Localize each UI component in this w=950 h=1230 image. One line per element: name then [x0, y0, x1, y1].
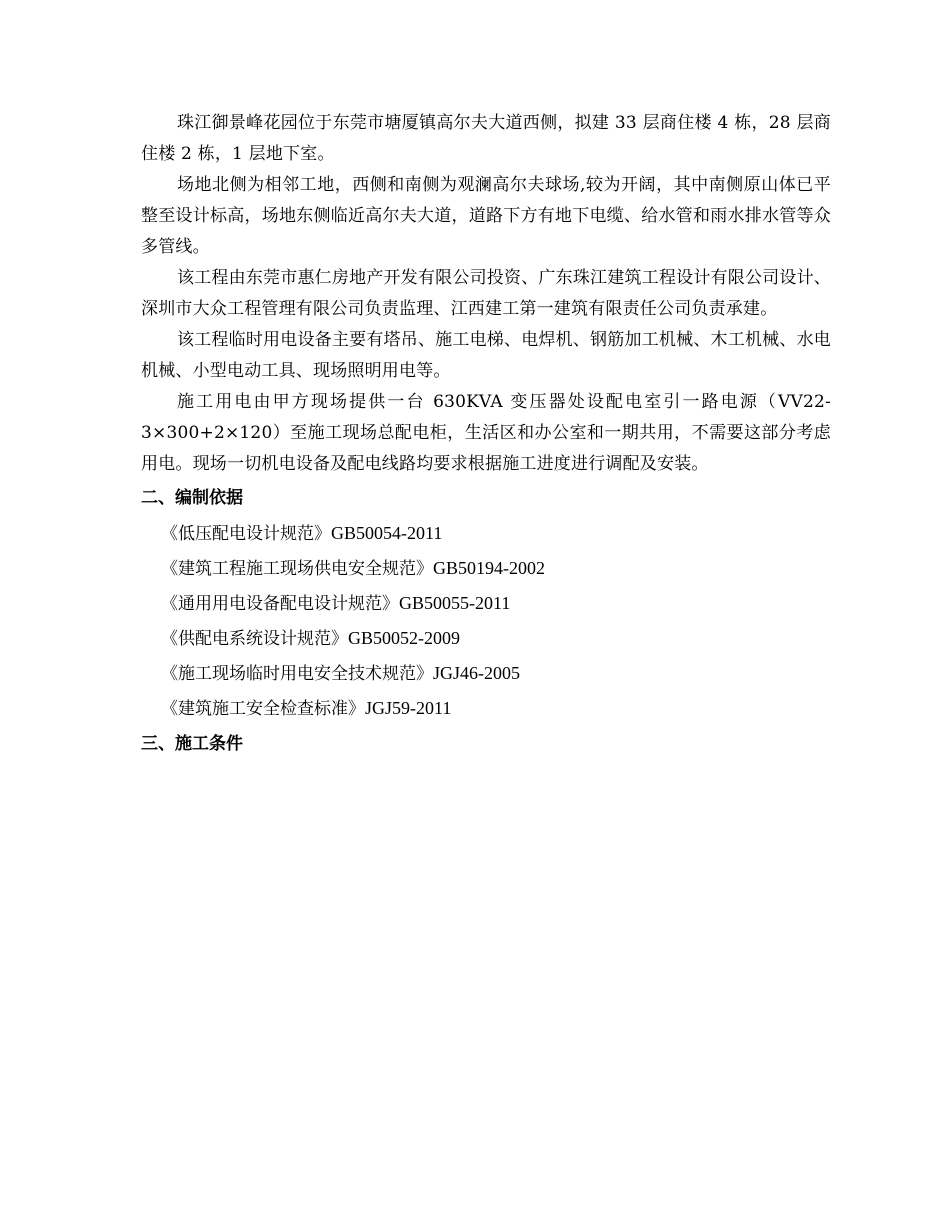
paragraph-power-supply: 施工用电由甲方现场提供一台 630KVA 变压器处设配电室引一路电源（VV22-3×300+2×120）至施工现场总配电柜，生活区和办公室和一期共用，不需要这部分考虑用电。现场一切机电设备及配电线路均要求根据施工进度进行调配及安装。: [141, 392, 831, 474]
paragraph-site-surroundings: 场地北侧为相邻工地，西侧和南侧为观澜高尔夫球场,较为开阔，其中南侧原山体已平整至设计标高，场地东侧临近高尔夫大道，道路下方有地下电缆、给水管和雨水排水管等众多管线。: [141, 175, 831, 257]
reference-title: 《施工现场临时用电安全技术规范》: [161, 664, 433, 684]
reference-code: JGJ59-2011: [365, 698, 452, 718]
section-heading-basis: 二、编制依据: [141, 488, 243, 508]
reference-title: 《通用用电设备配电设计规范》: [161, 594, 399, 614]
reference-code: GB50194-2002: [433, 558, 545, 578]
reference-list: [141, 516, 831, 726]
reference-item: [141, 621, 831, 656]
reference-item: [141, 551, 831, 586]
paragraph-power-equipment: 该工程临时用电设备主要有塔吊、施工电梯、电焊机、钢筋加工机械、木工机械、水电机械、小型电动工具、现场照明用电等。: [141, 330, 831, 381]
paragraph-project-location: 珠江御景峰花园位于东莞市塘厦镇高尔夫大道西侧，拟建 33 层商住楼 4 栋，28 层商住楼 2 栋，1 层地下室。: [141, 113, 831, 164]
reference-title: 《建筑施工安全检查标准》: [161, 699, 365, 719]
document-body: [141, 108, 831, 762]
reference-item: [141, 656, 831, 691]
reference-code: JGJ46-2005: [433, 663, 521, 683]
reference-code: GB50054-2011: [331, 523, 443, 543]
reference-item: [141, 516, 831, 551]
reference-item: [141, 691, 831, 726]
reference-title: 《建筑工程施工现场供电安全规范》: [161, 559, 433, 579]
section-heading-conditions: 三、施工条件: [141, 734, 243, 754]
reference-item: [141, 586, 831, 621]
reference-title: 《低压配电设计规范》: [161, 524, 331, 544]
reference-title: 《供配电系统设计规范》: [161, 629, 348, 649]
reference-code: GB50052-2009: [348, 628, 460, 648]
paragraph-project-parties: 该工程由东莞市惠仁房地产开发有限公司投资、广东珠江建筑工程设计有限公司设计、深圳市大众工程管理有限公司负责监理、江西建工第一建筑有限责任公司负责承建。: [141, 268, 831, 319]
reference-code: GB50055-2011: [399, 593, 511, 613]
